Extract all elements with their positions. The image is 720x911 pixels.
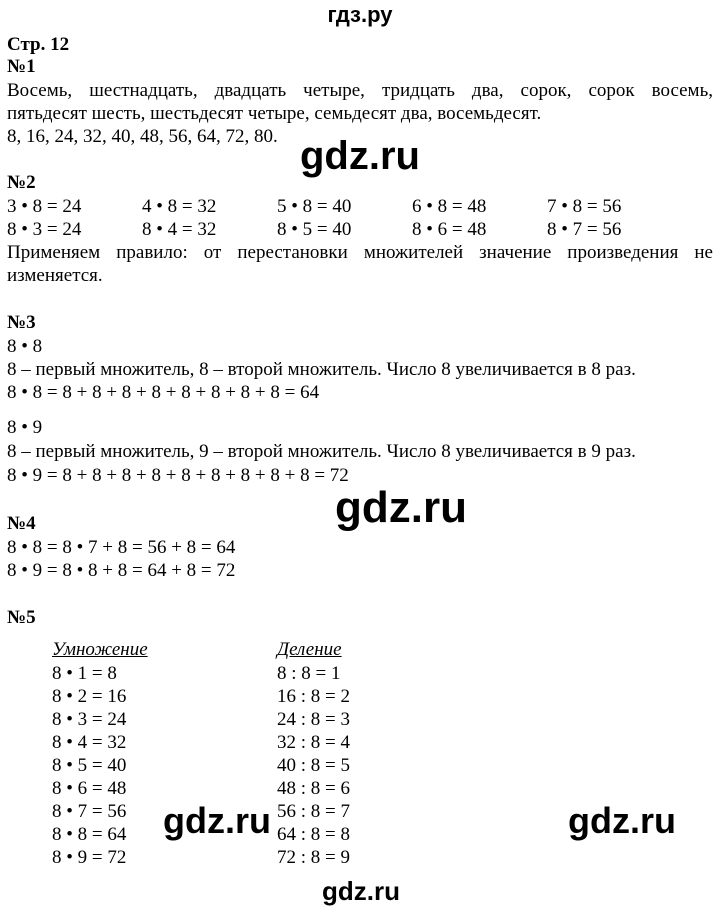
multiplication-row: 8 • 3 = 24 xyxy=(52,709,127,730)
exercise-3-a-sum: 8 • 8 = 8 + 8 + 8 + 8 + 8 + 8 + 8 + 8 = 64 xyxy=(7,382,320,403)
exercise-2-rule-line2: изменяется. xyxy=(7,265,103,286)
exercise-1-text-line1: Восемь, шестнадцать, двадцать четыре, тридцать два, сорок, сорок восемь, xyxy=(7,80,713,101)
ex2-row1-cell: 7 • 8 = 56 xyxy=(547,196,622,217)
exercise-4-line2: 8 • 9 = 8 • 8 + 8 = 64 + 8 = 72 xyxy=(7,560,236,581)
ex2-row2-cell: 8 • 4 = 32 xyxy=(142,219,217,240)
ex2-row2-cell: 8 • 3 = 24 xyxy=(7,219,82,240)
division-row: 8 : 8 = 1 xyxy=(277,663,341,684)
ex2-row2-cell: 8 • 5 = 40 xyxy=(277,219,352,240)
division-row: 24 : 8 = 3 xyxy=(277,709,350,730)
exercise-2-rule-line1: Применяем правило: от перестановки множителей значение произведения не xyxy=(7,242,713,263)
division-row: 56 : 8 = 7 xyxy=(277,801,350,822)
watermark-logo: gdz.ru xyxy=(568,800,676,841)
exercise-1-text-line2: пятьдесят шесть, шестьдесят четыре, семьдесят два, восемьдесят. xyxy=(7,103,542,124)
exercise-3-a-description: 8 – первый множитель, 8 – второй множитель. Число 8 увеличивается в 8 раз. xyxy=(7,359,636,380)
division-row: 32 : 8 = 4 xyxy=(277,732,350,753)
multiplication-row: 8 • 9 = 72 xyxy=(52,847,127,868)
ex2-row1-cell: 4 • 8 = 32 xyxy=(142,196,217,217)
multiplication-row: 8 • 6 = 48 xyxy=(52,778,127,799)
watermark-logo: gdz.ru xyxy=(300,134,420,178)
exercise-5-title: №5 xyxy=(7,607,36,628)
division-row: 16 : 8 = 2 xyxy=(277,686,350,707)
exercise-3-b-description: 8 – первый множитель, 9 – второй множитель. Число 8 увеличивается в 9 раз. xyxy=(7,441,636,462)
exercise-3-title: №3 xyxy=(7,312,36,333)
exercise-1-numbers: 8, 16, 24, 32, 40, 48, 56, 64, 72, 80. xyxy=(7,126,278,147)
division-row: 48 : 8 = 6 xyxy=(277,778,350,799)
multiplication-header: Умножение xyxy=(52,639,148,660)
page-label: Стр. 12 xyxy=(7,34,70,55)
division-row: 72 : 8 = 9 xyxy=(277,847,350,868)
exercise-2-title: №2 xyxy=(7,172,36,193)
ex2-row1-cell: 3 • 8 = 24 xyxy=(7,196,82,217)
watermark-logo: gdz.ru xyxy=(163,800,271,841)
site-header: гдз.ру xyxy=(327,2,393,27)
multiplication-row: 8 • 7 = 56 xyxy=(52,801,127,822)
multiplication-row: 8 • 1 = 8 xyxy=(52,663,117,684)
ex2-row1-cell: 6 • 8 = 48 xyxy=(412,196,487,217)
division-row: 40 : 8 = 5 xyxy=(277,755,350,776)
division-header: Деление xyxy=(277,639,342,660)
multiplication-row: 8 • 4 = 32 xyxy=(52,732,127,753)
watermark-logo: gdz.ru xyxy=(322,876,400,906)
ex2-row1-cell: 5 • 8 = 40 xyxy=(277,196,352,217)
multiplication-row: 8 • 8 = 64 xyxy=(52,824,127,845)
exercise-4-title: №4 xyxy=(7,513,36,534)
exercise-1-title: №1 xyxy=(7,56,36,77)
exercise-3-b-sum: 8 • 9 = 8 + 8 + 8 + 8 + 8 + 8 + 8 + 8 + 8 = 72 xyxy=(7,465,349,486)
multiplication-row: 8 • 2 = 16 xyxy=(52,686,127,707)
multiplication-row: 8 • 5 = 40 xyxy=(52,755,127,776)
ex2-row2-cell: 8 • 7 = 56 xyxy=(547,219,622,240)
exercise-3-a-expression: 8 • 8 xyxy=(7,336,43,357)
exercise-4-line1: 8 • 8 = 8 • 7 + 8 = 56 + 8 = 64 xyxy=(7,537,236,558)
exercise-3-b-expression: 8 • 9 xyxy=(7,417,43,438)
division-row: 64 : 8 = 8 xyxy=(277,824,350,845)
ex2-row2-cell: 8 • 6 = 48 xyxy=(412,219,487,240)
watermark-logo: gdz.ru xyxy=(335,483,467,532)
